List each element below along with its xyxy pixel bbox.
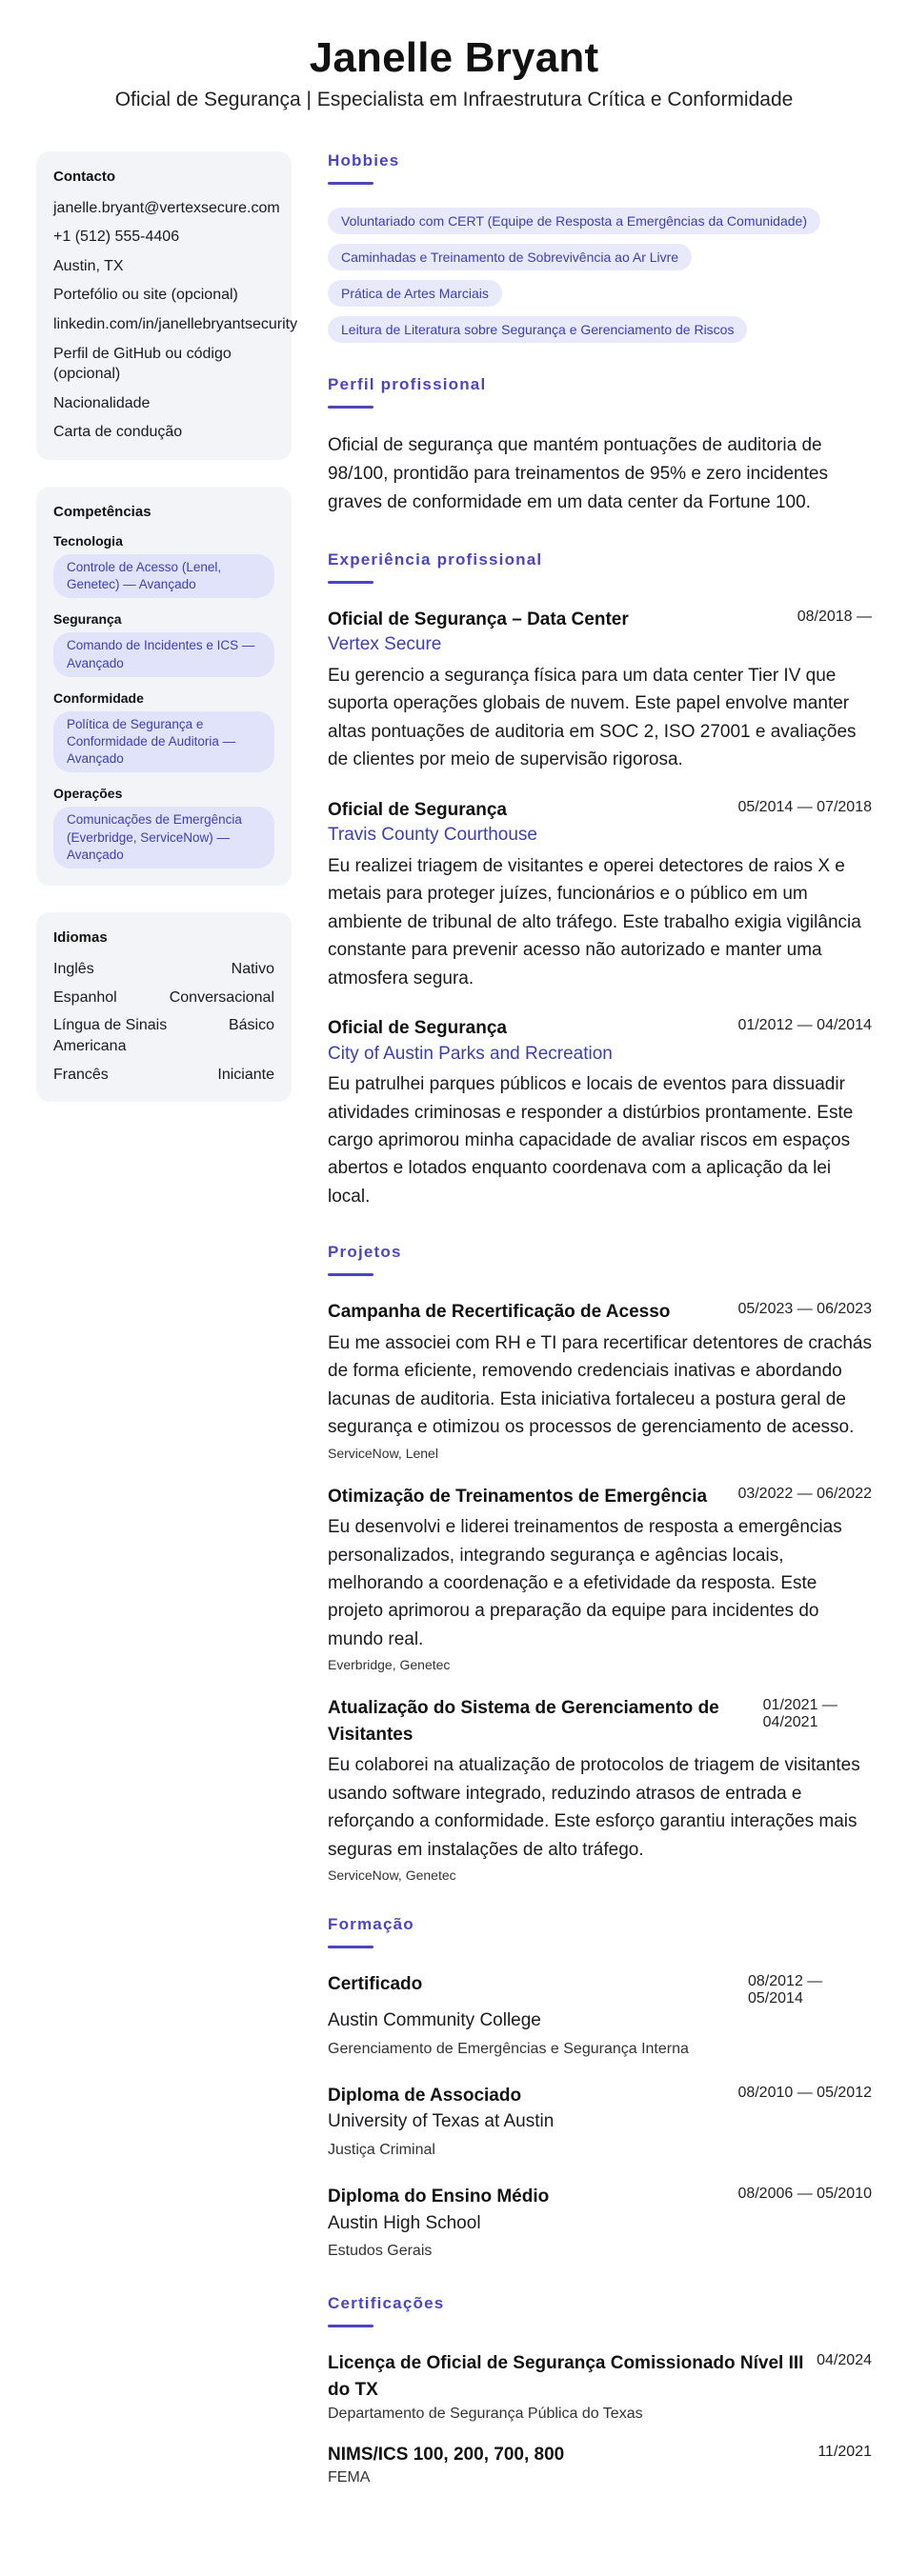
certification-name: NIMS/ICS 100, 200, 700, 800 bbox=[328, 2444, 565, 2465]
section-divider bbox=[328, 182, 373, 185]
hobby-pill: Voluntariado com CERT (Equipe de Resposta a Emergências da Comunidade) bbox=[328, 208, 820, 234]
certification-issuer: Departamento de Segurança Pública do Texas bbox=[328, 2405, 643, 2422]
project-date: 05/2023 — 06/2023 bbox=[737, 1301, 872, 1318]
hobby-pill: Caminhadas e Treinamento de Sobrevivência ao Ar Livre bbox=[328, 244, 692, 270]
section-title: Certificações bbox=[328, 2294, 445, 2313]
projects-section bbox=[328, 1243, 872, 1883]
section-title: Experiência profissional bbox=[328, 549, 543, 569]
language-name: Língua de Sinais Americana bbox=[53, 1017, 168, 1054]
skill-category: Conformidade bbox=[53, 689, 144, 706]
education-section bbox=[328, 1915, 872, 2262]
institution-name: Austin Community College bbox=[328, 2010, 541, 2031]
contact-phone[interactable]: +1 (512) 555-4406 bbox=[53, 229, 180, 246]
contact-portfolio[interactable]: Portefólio ou site (opcional) bbox=[53, 287, 238, 304]
project-name: Otimização de Treinamentos de Emergência bbox=[328, 1486, 708, 1507]
project-tools: Everbridge, Genetec bbox=[328, 1657, 451, 1673]
section-divider bbox=[328, 2325, 373, 2327]
skill-group bbox=[53, 533, 274, 598]
job-title: Oficial de Segurança bbox=[328, 799, 507, 820]
main-content bbox=[328, 151, 872, 2520]
employer-link[interactable]: City of Austin Parks and Recreation bbox=[328, 1043, 613, 1064]
job-title: Oficial de Segurança – Data Center bbox=[328, 609, 629, 629]
certification-entry bbox=[328, 2350, 872, 2422]
education-entry bbox=[328, 2184, 872, 2262]
language-level: Iniciante bbox=[217, 1066, 274, 1083]
section-divider bbox=[328, 1273, 373, 1276]
certification-date: 04/2024 bbox=[817, 2352, 872, 2369]
contact-email[interactable]: janelle.bryant@vertexsecure.com bbox=[53, 199, 280, 216]
language-level: Básico bbox=[228, 1017, 274, 1034]
skills-card bbox=[36, 487, 292, 886]
contact-card bbox=[36, 151, 298, 460]
contact-license: Carta de condução bbox=[53, 424, 183, 441]
skill-category: Operações bbox=[53, 786, 123, 802]
study-field: Justiça Criminal bbox=[328, 2142, 435, 2159]
skill-group bbox=[53, 786, 274, 869]
language-name: Francês bbox=[53, 1066, 109, 1083]
study-field: Estudos Gerais bbox=[328, 2243, 433, 2260]
certification-entry bbox=[328, 2442, 872, 2487]
contact-github[interactable]: Perfil de GitHub ou código (opcional) bbox=[53, 345, 232, 383]
project-entry bbox=[328, 1695, 872, 1883]
languages-card bbox=[36, 912, 292, 1102]
project-date: 01/2021 — 04/2021 bbox=[762, 1697, 837, 1731]
candidate-name: Janelle Bryant bbox=[309, 34, 599, 81]
experience-entry bbox=[328, 607, 872, 774]
project-description: Eu desenvolvi e liderei treinamentos de resposta a emergências personalizados, integrando segurança e agências locais, melhorando a coordenação e a efetividade da resposta. Este projeto aprimorou a preparação da equipe para incidentes do mundo real. bbox=[328, 1517, 842, 1649]
section-title: Hobbies bbox=[328, 150, 400, 170]
institution-name: Austin High School bbox=[328, 2212, 481, 2233]
study-field: Gerenciamento de Emergências e Segurança Interna bbox=[328, 2040, 689, 2057]
profile-section bbox=[328, 375, 872, 518]
education-date: 08/2010 — 05/2012 bbox=[737, 2084, 872, 2101]
project-description: Eu me associei com RH e TI para recertificar detentores de crachás de forma eficiente, removendo credenciais inativas e abordando lacunas de auditoria. Esta iniciativa fortaleceu a postura geral de segurança e otimizou os processos de gerenciamento de acesso. bbox=[328, 1332, 872, 1438]
skill-pill: Comunicações de Emergência (Everbridge, ServiceNow) — Avançado bbox=[53, 807, 274, 869]
section-title: Projetos bbox=[328, 1243, 402, 1262]
degree-title: Diploma do Ensino Médio bbox=[328, 2187, 550, 2207]
section-title: Formação bbox=[328, 1915, 414, 1934]
language-row bbox=[53, 1015, 274, 1056]
language-row bbox=[53, 988, 274, 1008]
job-title: Oficial de Segurança bbox=[328, 1017, 507, 1038]
contact-linkedin[interactable]: linkedin.com/in/janellebryantsecurity bbox=[53, 315, 298, 332]
education-entry bbox=[328, 2083, 872, 2161]
section-divider bbox=[328, 1946, 373, 1948]
profile-summary: Oficial de segurança que mantém pontuações de auditoria de 98/100, prontidão para treinamentos de 95% e zero incidentes graves de conformidade em um data center da Fortune 100. bbox=[328, 434, 828, 513]
project-entry bbox=[328, 1484, 872, 1673]
hobbies-section bbox=[328, 151, 872, 343]
experience-entry bbox=[328, 1015, 872, 1210]
experience-section bbox=[328, 550, 872, 1211]
contact-location: Austin, TX bbox=[53, 257, 124, 274]
employer-link[interactable]: Vertex Secure bbox=[328, 634, 442, 655]
certification-date: 11/2021 bbox=[817, 2443, 872, 2460]
project-tools: ServiceNow, Lenel bbox=[328, 1445, 438, 1461]
education-date: 08/2012 — 05/2014 bbox=[748, 1973, 823, 2007]
degree-title: Diploma de Associado bbox=[328, 2085, 522, 2106]
hobby-pill: Prática de Artes Marciais bbox=[328, 280, 502, 307]
project-name: Atualização do Sistema de Gerenciamento de Visitantes bbox=[328, 1698, 719, 1745]
skill-pill: Controle de Acesso (Lenel, Genetec) — Avançado bbox=[53, 554, 274, 598]
language-row bbox=[53, 1065, 274, 1086]
language-level: Nativo bbox=[231, 961, 274, 978]
certification-issuer: FEMA bbox=[328, 2469, 371, 2486]
section-divider bbox=[328, 581, 373, 584]
resume-header bbox=[36, 34, 872, 111]
hobby-pill: Leitura de Literatura sobre Segurança e Gerenciamento de Riscos bbox=[328, 316, 747, 343]
project-entry bbox=[328, 1299, 872, 1460]
project-name: Campanha de Recertificação de Acesso bbox=[328, 1302, 671, 1323]
language-name: Espanhol bbox=[53, 988, 117, 1006]
skill-group bbox=[53, 611, 274, 676]
skill-category: Tecnologia bbox=[53, 532, 123, 549]
project-date: 03/2022 — 06/2022 bbox=[737, 1485, 872, 1502]
contact-nationality: Nacionalidade bbox=[53, 394, 151, 411]
language-name: Inglês bbox=[53, 961, 94, 978]
job-description: Eu patrulhei parques públicos e locais de eventos para dissuadir atividades criminosas e responder a distúrbios prontamente. Este cargo aprimorou minha capacidade de avaliar riscos em espaços abertos e lotados enquanto coordenava com a aplicação da lei local. bbox=[328, 1074, 854, 1207]
degree-title: Certificado bbox=[328, 1974, 423, 1995]
institution-name: University of Texas at Austin bbox=[328, 2111, 555, 2132]
education-date: 08/2006 — 05/2010 bbox=[737, 2186, 872, 2203]
skill-category: Segurança bbox=[53, 611, 122, 628]
skill-pill: Comando de Incidentes e ICS — Avançado bbox=[53, 632, 274, 676]
job-description: Eu realizei triagem de visitantes e operei detectores de raios X e metais para proteger juízes, funcionários e o público em um ambiente de tribunal de alto tráfego. Este trabalho exigia vigilância constante para prevenir acesso não autorizado e manter uma atmosfera segura. bbox=[328, 855, 861, 988]
project-tools: ServiceNow, Genetec bbox=[328, 1867, 456, 1884]
languages-title: Idiomas bbox=[53, 929, 108, 947]
job-date: 05/2014 — 07/2018 bbox=[737, 798, 872, 815]
certification-name: Licença de Oficial de Segurança Comissionado Nível III do TX bbox=[328, 2353, 804, 2401]
candidate-headline: Oficial de Segurança | Especialista em Infraestrutura Crítica e Conformidade bbox=[114, 88, 794, 110]
contact-title: Contacto bbox=[53, 168, 115, 185]
employer-link[interactable]: Travis County Courthouse bbox=[328, 825, 538, 846]
job-date: 01/2012 — 04/2014 bbox=[737, 1016, 872, 1033]
skill-group bbox=[53, 690, 274, 773]
skill-pill: Política de Segurança e Conformidade de Auditoria — Avançado bbox=[53, 711, 274, 773]
job-description: Eu gerencio a segurança física para um data center Tier IV que suporta operações globais de nuvem. Este papel envolve manter altas pontuações de auditoria em SOC 2, ISO 27001 e avaliações de clientes por meio de supervisão rigorosa. bbox=[328, 665, 857, 770]
certifications-section bbox=[328, 2294, 872, 2486]
sidebar bbox=[36, 151, 298, 1129]
experience-entry bbox=[328, 797, 872, 992]
education-entry bbox=[328, 1971, 872, 2060]
section-title: Perfil profissional bbox=[328, 374, 487, 393]
language-level: Conversacional bbox=[169, 988, 274, 1006]
language-row bbox=[53, 959, 274, 980]
job-date: 08/2018 — bbox=[797, 608, 872, 625]
section-divider bbox=[328, 406, 373, 409]
skills-title: Competências bbox=[53, 503, 151, 520]
project-description: Eu colaborei na atualização de protocolos de triagem de visitantes usando software integrado, reduzindo atrasos de entrada e reforçando a conformidade. Este esforço garantiu interações mais seguras em instalações de alto tráfego. bbox=[328, 1755, 860, 1860]
